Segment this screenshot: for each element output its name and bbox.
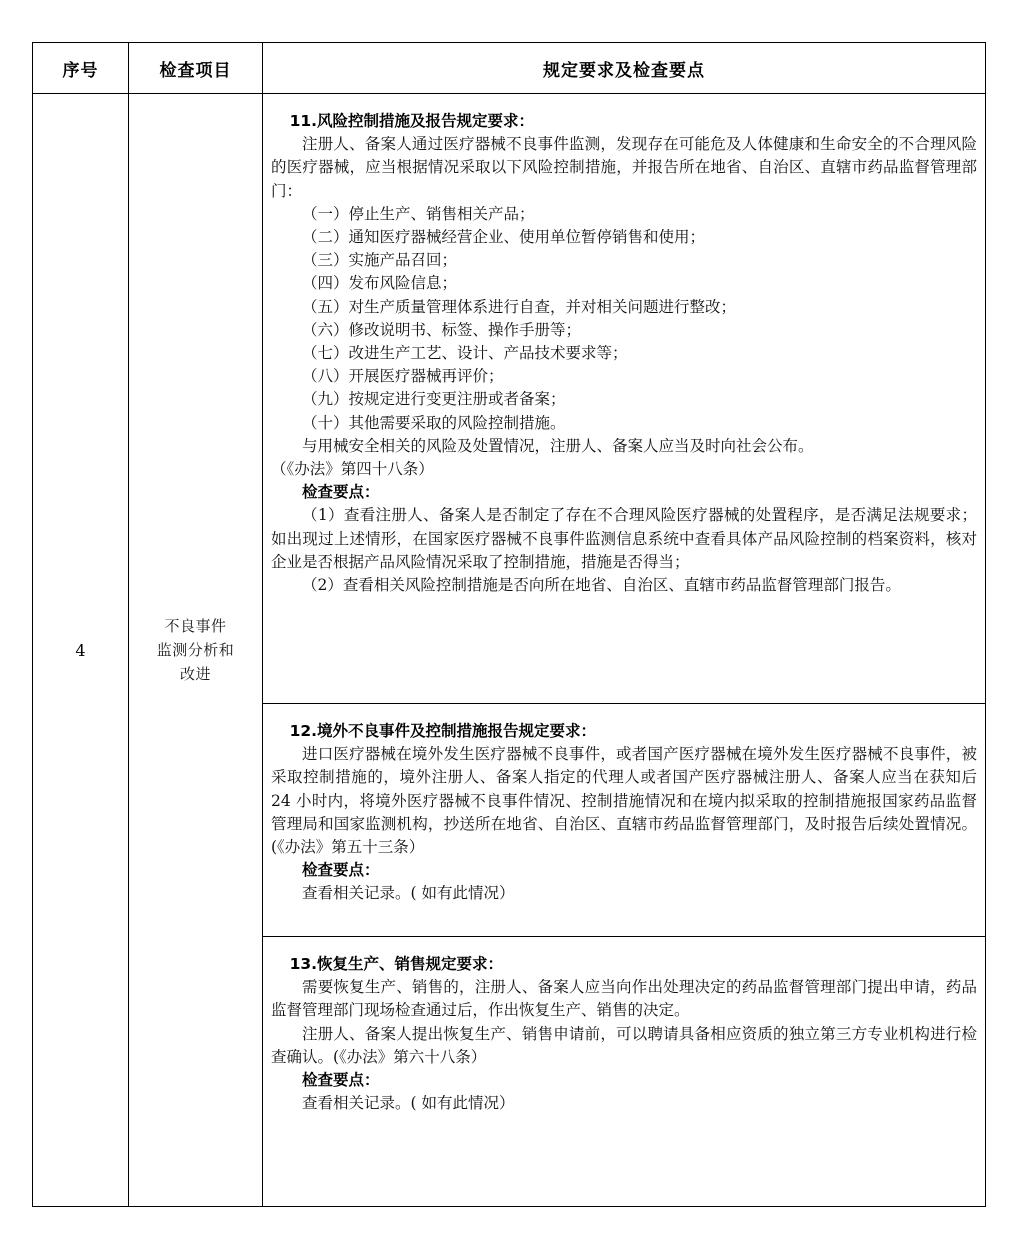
inspection-item-line-3: 改进	[179, 665, 211, 683]
inspection-checklist-table	[32, 42, 986, 1207]
requirement-11-citation: （《办法》第四十八条）	[271, 460, 434, 479]
requirement-11-list-item-2: （二）通知医疗器械经营企业、使用单位暂停销售和使用；	[302, 228, 706, 247]
requirement-11-list-item-5: （五）对生产质量管理体系进行自查，并对相关问题进行整改；	[302, 297, 737, 316]
header-col-no: 序号	[33, 43, 129, 94]
requirement-13-checkpoints-label: 检查要点：	[302, 1071, 380, 1090]
header-col-requirements: 规定要求及检查要点	[263, 43, 986, 94]
requirement-13-paragraph-1: 需要恢复生产、销售的，注册人、备案人应当向作出处理决定的药品监督管理部门提出申请，药品监督管理部门现场检查通过后，作出恢复生产、销售的决定。	[271, 978, 977, 1020]
requirements-cell	[263, 94, 986, 1207]
requirement-11-list-item-10: （十）其他需要采取的风险控制措施。	[302, 413, 566, 432]
requirement-12-checkpoints-label: 检查要点：	[302, 861, 380, 880]
requirement-block-11	[263, 94, 985, 704]
requirement-block-13	[263, 937, 985, 1206]
row-number: 4	[75, 640, 86, 660]
requirement-11-list-item-1: （一）停止生产、销售相关产品；	[302, 204, 535, 223]
requirement-11-closing: 与用械安全相关的风险及处置情况，注册人、备案人应当及时向社会公布。	[302, 436, 814, 455]
inspection-item-cell	[129, 94, 263, 1207]
requirement-12-heading: 12.境外不良事件及控制措施报告规定要求：	[289, 722, 597, 740]
requirement-12-intro: 进口医疗器械在境外发生医疗器械不良事件，或者国产医疗器械在境外发生医疗器械不良事件，被采取控制措施的，境外注册人、备案人指定的代理人或者国产医疗器械注册人、备案人应当在获知后 24 小时内，将境外医疗器械不良事件情况、控制措施情况和在境内拟采取的控制措施报国家药品监督管理局和国家监测机构，抄送所在地省、自治区、直辖市药品监督管理部门，及时报告后续处置情况。(《办法》第五十三条）	[271, 745, 977, 857]
requirement-11-list-item-4: （四）发布风险信息；	[302, 274, 458, 293]
requirement-13-heading: 13.恢复生产、销售规定要求：	[289, 955, 504, 973]
requirement-11-list-item-7: （七）改进生产工艺、设计、产品技术要求等；	[302, 344, 628, 363]
requirement-11-list-item-9: （九）按规定进行变更注册或者备案；	[302, 390, 566, 409]
header-col-item: 检查项目	[129, 43, 263, 94]
table-header-row	[33, 43, 986, 94]
requirement-11-heading: 11.风险控制措施及报告规定要求：	[289, 112, 535, 130]
inspection-item-line-1: 不良事件	[164, 617, 227, 635]
requirement-11-list-item-6: （六）修改说明书、标签、操作手册等；	[302, 320, 582, 339]
requirement-11-checkpoint-1: （1）查看注册人、备案人是否制定了存在不合理风险医疗器械的处置程序，是否满足法规要求；如出现过上述情形，在国家医疗器械不良事件监测信息系统中查看具体产品风险控制的档案资料，核对企业是否根据产品风险情况采取了控制措施，措施是否得当；	[271, 506, 977, 571]
row-number-cell	[33, 94, 129, 1207]
requirement-11-list-item-3: （三）实施产品召回；	[302, 251, 458, 270]
inspection-item-line-2: 监测分析和	[156, 641, 235, 659]
requirement-12-checkpoint-1: 查看相关记录。( 如有此情况）	[302, 884, 515, 903]
table-row	[33, 94, 986, 1207]
requirement-11-list-item-8: （八）开展医疗器械再评价；	[302, 367, 504, 386]
requirement-block-12	[263, 704, 985, 937]
requirement-13-paragraph-2: 注册人、备案人提出恢复生产、销售申请前，可以聘请具备相应资质的独立第三方专业机构进行检查确认。(《办法》第六十八条）	[271, 1024, 977, 1066]
requirement-11-checkpoints-label: 检查要点：	[302, 483, 380, 502]
requirement-11-checkpoint-2: （2）查看相关风险控制措施是否向所在地省、自治区、直辖市药品监督管理部门报告。	[302, 576, 901, 595]
requirement-13-checkpoint-1: 查看相关记录。( 如有此情况）	[302, 1094, 515, 1113]
requirement-11-intro: 注册人、备案人通过医疗器械不良事件监测，发现存在可能危及人体健康和生命安全的不合理风险的医疗器械，应当根据情况采取以下风险控制措施，并报告所在地省、自治区、直辖市药品监督管理部门：	[271, 135, 977, 200]
